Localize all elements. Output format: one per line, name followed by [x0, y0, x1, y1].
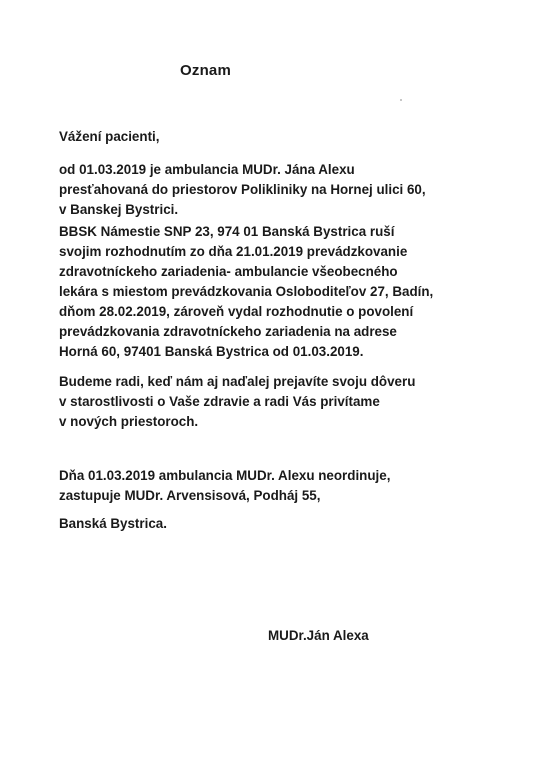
- text-line: Banská Bystrica.: [59, 516, 167, 531]
- text-line: od 01.03.2019 je ambulancia MUDr. Jána Alexu: [59, 162, 355, 177]
- text-line: prevádzkovania zdravotníckeho zariadenia na adrese: [59, 324, 397, 339]
- text-line: dňom 28.02.2019, zároveň vydal rozhodnutie o povolení: [59, 304, 414, 319]
- greeting-line: Vážení pacienti,: [59, 129, 160, 144]
- text-line: BBSK Námestie SNP 23, 974 01 Banská Bystrica ruší: [59, 224, 395, 239]
- text-line: Horná 60, 97401 Banská Bystrica od 01.03.2019.: [59, 344, 364, 359]
- text-line: Dňa 01.03.2019 ambulancia MUDr. Alexu neordinuje,: [59, 468, 391, 483]
- paragraph-relocation: [59, 160, 426, 220]
- page-title: Oznam: [180, 62, 232, 79]
- paragraph-substitute: [59, 466, 390, 506]
- text-line: v starostlivosti o Vaše zdravie a radi Vás privítame: [59, 394, 380, 409]
- text-line: lekára s miestom prevádzkovania Osloboditeľov 27, Badín,: [59, 284, 434, 299]
- text-line: v nových priestoroch.: [59, 414, 199, 429]
- greeting: [59, 127, 159, 147]
- paragraph-trust: [59, 372, 415, 432]
- text-line: Budeme radi, keď nám aj naďalej prejavíte svoju dôveru: [59, 374, 416, 389]
- signature: MUDr.Ján Alexa: [268, 628, 369, 643]
- text-line: zdravotníckeho zariadenia- ambulancie všeobecného: [59, 264, 398, 279]
- text-line: v Banskej Bystrici.: [59, 202, 179, 217]
- scan-speck: [400, 99, 402, 101]
- text-line: svojim rozhodnutím zo dňa 21.01.2019 prevádzkovanie: [59, 244, 408, 259]
- paragraph-decision: [59, 222, 433, 362]
- text-line: presťahovaná do priestorov Polikliniky na Hornej ulici 60,: [59, 182, 426, 197]
- text-line: zastupuje MUDr. Arvensisová, Podháj 55,: [59, 488, 321, 503]
- paragraph-city: [59, 514, 167, 534]
